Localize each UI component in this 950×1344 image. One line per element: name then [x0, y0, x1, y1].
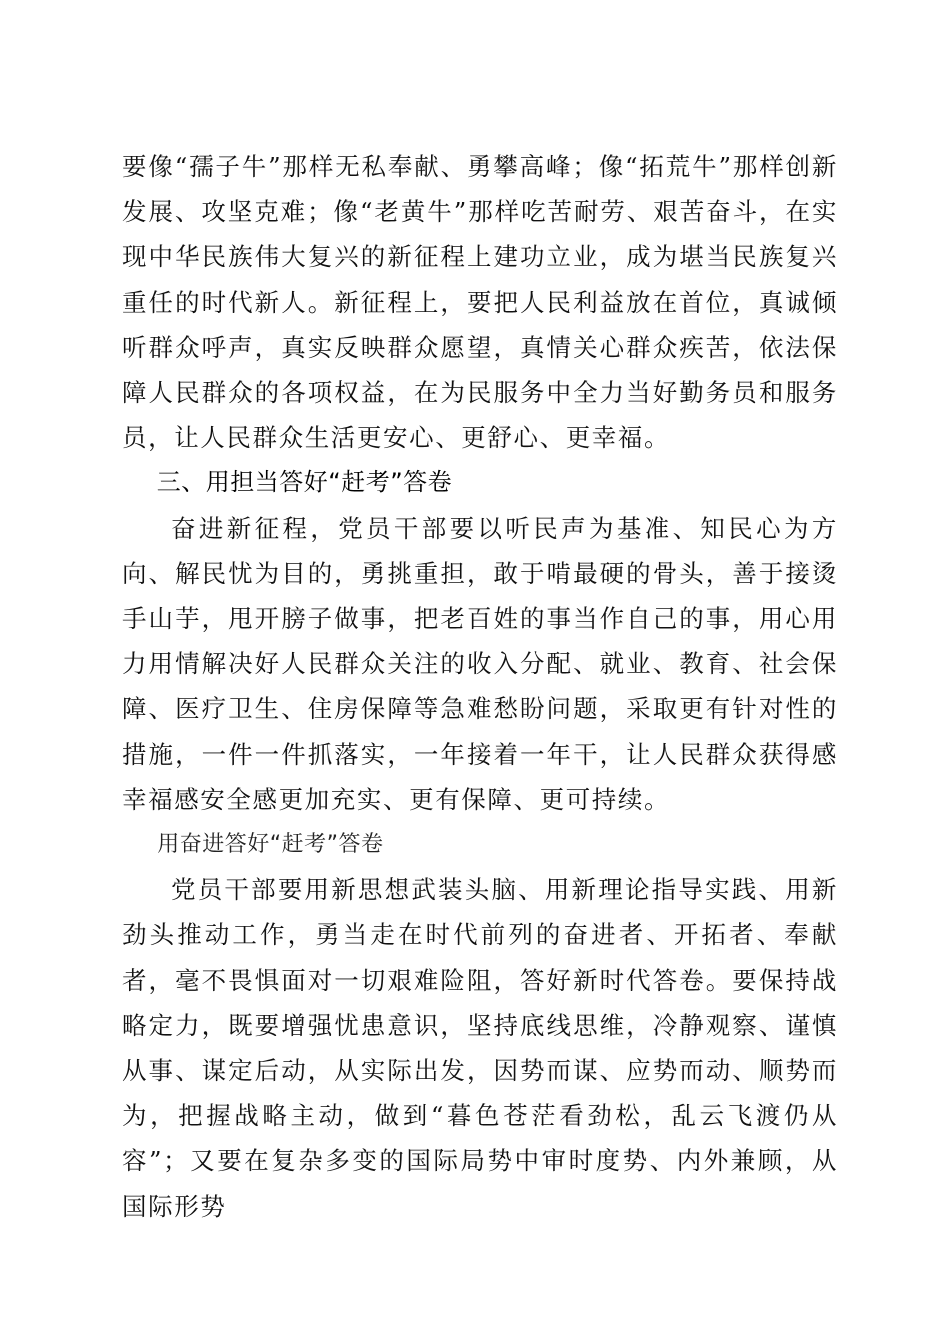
sub-heading: 用奋进答好“赶考”答卷	[157, 832, 384, 858]
document-page	[122, 144, 838, 1229]
body-paragraph-2: 奋进新征程，党员干部要以听民声为基准、知民心为方向、解民忧为目的，勇挑重担，敢于啃最硬的骨头，善于接烫手山芋，甩开膀子做事，把老百姓的事当作自己的事，用心用力用情解决好人民群众关注的收入分配、就业、教育、社会保障、医疗卫生、住房保障等急难愁盼问题，采取更有针对性的措施，一件一件抓落实，一年接着一年干，让人民群众获得感幸福感安全感更加充实、更有保障、更可持续。	[122, 513, 838, 814]
section-heading-3: 三、用担当答好“赶考”答卷	[156, 468, 453, 497]
body-paragraph-3: 党员干部要用新思想武装头脑、用新理论指导实践、用新劲头推动工作，勇当走在时代前列的奋进者、开拓者、奉献者，毫不畏惧面对一切艰难险阻，答好新时代答卷。要保持战略定力，既要增强忧患意识，坚持底线思维，冷静观察、谨慎从事、谋定后动，从实际出发，因势而谋、应势而动、顺势而为，把握战略主动，做到“暮色苍茫看劲松，乱云飞渡仍从容”；又要在复杂多变的国际局势中审时度势、内外兼顾，从国际形势	[122, 875, 838, 1221]
body-paragraph-1: 要像“孺子牛”那样无私奉献、勇攀高峰；像“拓荒牛”那样创新发展、攻坚克难；像“老黄牛”那样吃苦耐劳、艰苦奋斗，在实现中华民族伟大复兴的新征程上建功立业，成为堪当民族复兴重任的时代新人。新征程上，要把人民利益放在首位，真诚倾听群众呼声，真实反映群众愿望，真情关心群众疾苦，依法保障人民群众的各项权益，在为民服务中全力当好勤务员和服务员，让人民群众生活更安心、更舒心、更幸福。	[122, 152, 838, 453]
